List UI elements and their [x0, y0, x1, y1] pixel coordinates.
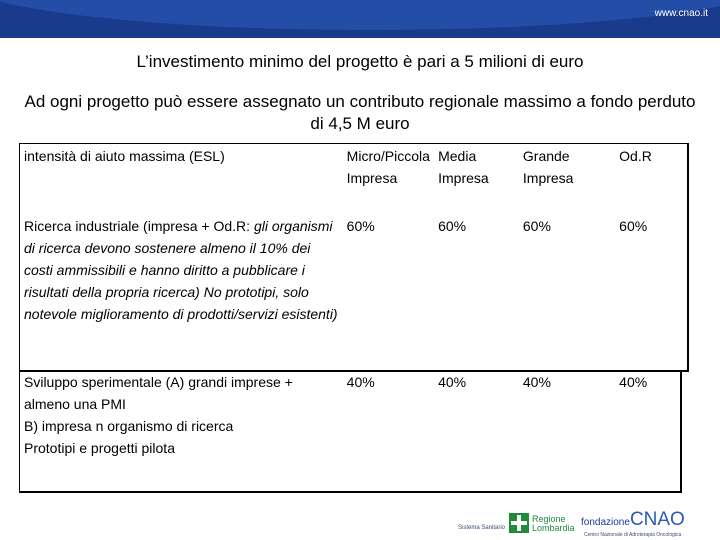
cnao-label: CNAO [629, 509, 685, 530]
lombardia-logo-text: Regione Lombardia [532, 514, 575, 533]
row-italic-ricerca: gli organismi di ricerca devono sostenere almeno il 10% dei costi ammissibili e hanno diritto a pubblicare i risultati della propria ricerca) No prototipi, solo notevole miglioramento di prodotti/servizi esistenti) [24, 218, 338, 322]
row-text-sviluppo-3: Prototipi e progetti pilota [24, 440, 175, 456]
slide-title-line1: L’investimento minimo del progetto è pari a 5 milioni di euro [136, 52, 584, 71]
slide-title-line2: Ad ogni progetto può essere assegnato un contributo regionale massimo a fondo perduto di 4,5 M euro [24, 92, 696, 133]
sistema-sanitario-label: Sistema Sanitario [458, 525, 506, 531]
fondazione-label: fondazione [581, 517, 630, 528]
row-title-ricerca: Ricerca industriale [24, 218, 140, 234]
table-row [20, 369, 682, 481]
row-label-ricerca [20, 213, 343, 369]
website-url[interactable]: www.cnao.it [654, 8, 708, 19]
cnao-subtitle: Centro Nazionale di Adroterapia Oncologica [584, 532, 682, 538]
cell-sviluppo-grande: 40% [522, 374, 551, 390]
row-text-sviluppo-2: B) impresa n organismo di ricerca [24, 418, 234, 434]
cell-ricerca-odr: 60% [619, 218, 648, 234]
table-header-row [20, 143, 682, 213]
cell-sviluppo-media: 40% [438, 374, 467, 390]
aid-intensity-table [20, 143, 682, 481]
header-cell-intensity: intensità di aiuto massima (ESL) [24, 148, 225, 164]
header-bar [0, 0, 720, 38]
cell-sviluppo-odr: 40% [619, 374, 648, 390]
row-text-sviluppo-1: (A) grandi imprese + almeno una PMI [24, 374, 293, 412]
cnao-logo [581, 509, 685, 531]
lombardia-logo-icon [509, 513, 529, 533]
header-cell-grande: Grande Impresa [522, 148, 574, 186]
cell-sviluppo-micro: 40% [346, 374, 375, 390]
table-row [20, 213, 682, 369]
row-label-sviluppo [20, 369, 343, 481]
cell-ricerca-micro: 60% [346, 218, 375, 234]
header-cell-odr: Od.R [619, 148, 652, 164]
header-cell-micro: Micro/Piccola Impresa [346, 148, 430, 186]
footer-logos [0, 505, 720, 540]
row-text-ricerca: (impresa + Od.R: [139, 218, 254, 234]
row-title-sviluppo: Sviluppo sperimentale [24, 374, 162, 390]
header-cell-media: Media Impresa [438, 148, 489, 186]
cell-ricerca-grande: 60% [522, 218, 551, 234]
header-decoration [0, 0, 720, 30]
cell-ricerca-media: 60% [438, 218, 467, 234]
